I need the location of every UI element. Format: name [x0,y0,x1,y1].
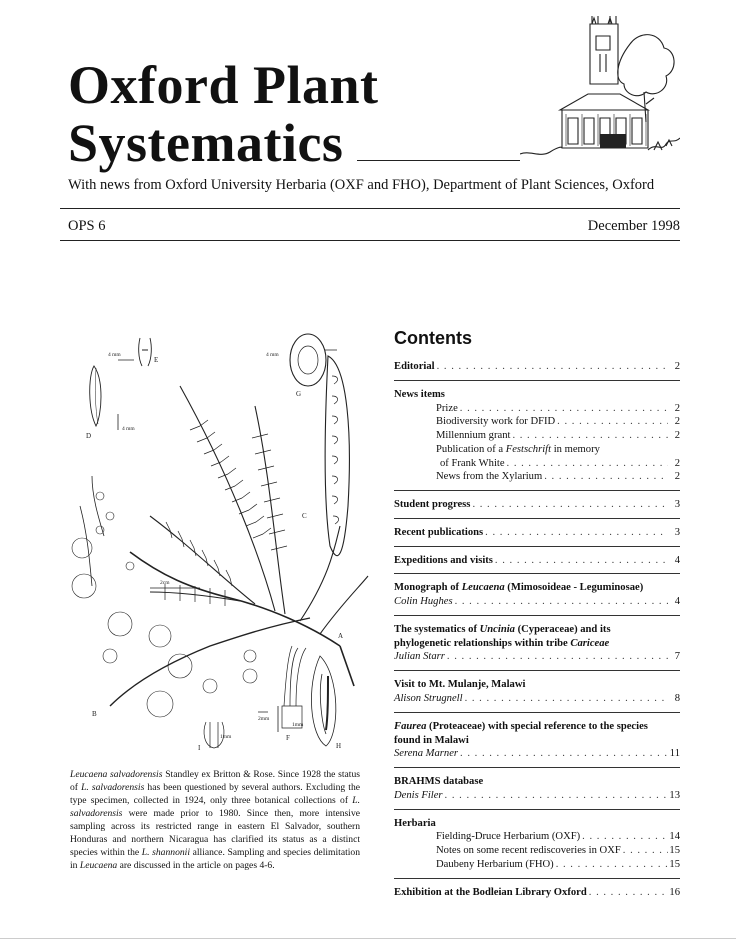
figure-label-i: I [198,744,201,752]
toc-subentry-rediscoveries[interactable] [394,844,680,858]
figure-caption [70,768,360,872]
caption-text: has been questioned by several authors. Excluding the type specimen, collected in 1924, only three botanical collections of [70,782,360,807]
scale-label-2cm: 2cm [160,580,170,586]
toc-page: 13 [669,789,680,801]
figure-label-f: F [286,734,290,742]
toc-page: 8 [674,693,680,705]
caption-genus: Leucaena [79,860,118,872]
toc-label: News items [394,388,445,400]
toc-sublabel: Fielding-Druce Herbarium (OXF) [436,831,581,843]
toc-entry-herbaria[interactable] [394,817,680,879]
toc-sublabel: Prize [436,402,458,414]
toc-page: 3 [674,499,680,511]
header-rule-bottom [60,240,680,241]
toc-label: Editorial [394,361,435,372]
toc-page: 14 [669,831,680,843]
toc-label: Monograph of Leucaena (Mimosoideae - Leguminosae) [394,582,644,594]
scale-label-2mm: 2mm [258,716,270,722]
caption-species-abbr: L. shannonii [141,847,190,859]
toc-page: 15 [669,858,680,870]
caption-species-abbr: L. salvadorensis [81,782,145,794]
table-of-contents [394,360,680,912]
toc-entry-uncinia[interactable] [394,623,680,671]
toc-page: 15 [669,845,680,857]
issue-date: December 1998 [587,218,680,234]
scale-label-4mm-d: 4 mm [122,426,135,432]
figure-label-g: G [296,390,302,398]
leucaena-illustration [70,326,370,756]
toc-subentry-prize[interactable] [394,402,680,416]
toc-page: 2 [674,402,680,414]
toc-author: Denis Filer [394,789,443,801]
toc-subentry-dfid[interactable] [394,415,680,429]
toc-subentry-fho[interactable] [394,858,680,872]
toc-page: 16 [669,886,680,898]
toc-label: The systematics of Uncinia (Cyperaceae) and its [394,623,611,635]
toc-sublabel: Notes on some recent rediscoveries in OXF [436,845,621,857]
toc-label: Exhibition at the Bodleian Library Oxford [394,886,587,898]
caption-text: Standley ex Britton & Rose. Since 1928 the status of [70,769,360,794]
toc-entry-editorial[interactable] [394,360,680,381]
caption-text: were made prior to 1980. Since then, more intensive sampling across its restricted range in eastern El Salvador, southern Honduras and northern Nicaragua has clarified its status as a distinct species within the [70,808,360,859]
toc-author: Julian Starr [394,651,445,663]
figure-label-c: C [302,512,307,520]
title-underline [357,160,520,161]
toc-page: 3 [674,526,680,538]
caption-text: alliance. Sampling and species delimitation in [70,847,360,872]
caption-text: are discussed in the article on pages 4-6. [117,860,275,872]
toc-subentry-frank-white[interactable] [394,457,680,471]
scale-label-1mm-i: 1mm [220,734,232,740]
toc-sublabel-italic: Festschrift [505,443,552,455]
toc-page: 2 [674,457,680,469]
page-bottom-edge [0,938,736,939]
toc-sublabel: in memory [551,443,600,455]
contents-heading: Contents [394,328,472,348]
figure-label-a: A [338,632,344,640]
toc-entry-expeditions[interactable] [394,554,680,575]
toc-page: 2 [674,430,680,442]
toc-label: Recent publications [394,526,484,538]
toc-entry-exhibition[interactable] [394,886,680,906]
toc-subentry-oxf[interactable] [394,830,680,844]
figure-label-h: H [336,742,342,750]
caption-species-name: Leucaena salvadorensis [70,769,163,780]
toc-sublabel: Millennium grant [436,430,511,442]
toc-label: BRAHMS database [394,776,484,788]
masthead-subtitle: With news from Oxford University Herbaria (OXF and FHO), Department of Plant Sciences, Oxford [68,177,655,193]
figure-label-b: B [92,710,97,718]
toc-page: 4 [674,596,680,608]
toc-sublabel: Publication of a [436,443,506,455]
figure-label-d: D [86,432,92,440]
toc-sublabel: News from the Xylarium [436,471,543,483]
toc-entry-recent-publications[interactable] [394,526,680,547]
masthead-title-line2: Systematics [68,113,344,173]
toc-subentry-festschrift[interactable] [394,443,680,457]
scale-label-1mm-f: 1mm [292,722,304,728]
toc-subentry-xylarium[interactable] [394,470,680,484]
toc-entry-monograph[interactable] [394,581,680,616]
toc-sublabel: Daubeny Herbarium (FHO) [436,858,554,870]
header-rule-top [60,208,680,209]
toc-page: 11 [669,748,680,760]
toc-author: Colin Hughes [394,596,453,608]
toc-entry-news-items[interactable] [394,388,680,491]
toc-page: 2 [674,471,680,483]
herbarium-building-logo [520,14,680,164]
toc-label: phylogenetic relationships within tribe Cariceae [394,637,610,649]
toc-sublabel: of Frank White [440,457,505,469]
toc-label: Student progress [394,499,471,511]
issue-row [68,218,680,235]
toc-label: Visit to Mt. Mulanje, Malawi [394,679,526,691]
toc-page: 4 [674,554,680,566]
caption-species-abbr: L. salvadorensis [70,795,360,820]
scale-label-4mm-e: 4 mm [108,352,121,358]
toc-label: Expeditions and visits [394,554,493,566]
toc-page: 2 [674,361,680,372]
toc-page: 7 [674,651,680,663]
toc-label: Faurea (Proteaceae) with special reference to the species [394,720,648,732]
toc-entry-faurea[interactable] [394,720,680,768]
figure-label-e: E [154,356,159,364]
masthead-title-line1: Oxford Plant [68,55,379,115]
issue-number: OPS 6 [68,218,106,234]
toc-author: Serena Marner [394,748,459,760]
toc-sublabel: Biodiversity work for DFID [436,416,556,428]
toc-entry-student-progress[interactable] [394,498,680,519]
toc-author: Alison Strugnell [394,693,463,705]
scale-label-4mm-g: 4 mm [266,352,279,358]
toc-subentry-millennium[interactable] [394,429,680,443]
toc-entry-brahms[interactable] [394,775,680,810]
toc-label: Herbaria [394,817,436,829]
toc-entry-mulanje[interactable] [394,678,680,713]
toc-page: 2 [674,416,680,428]
toc-label: found in Malawi [394,734,469,746]
